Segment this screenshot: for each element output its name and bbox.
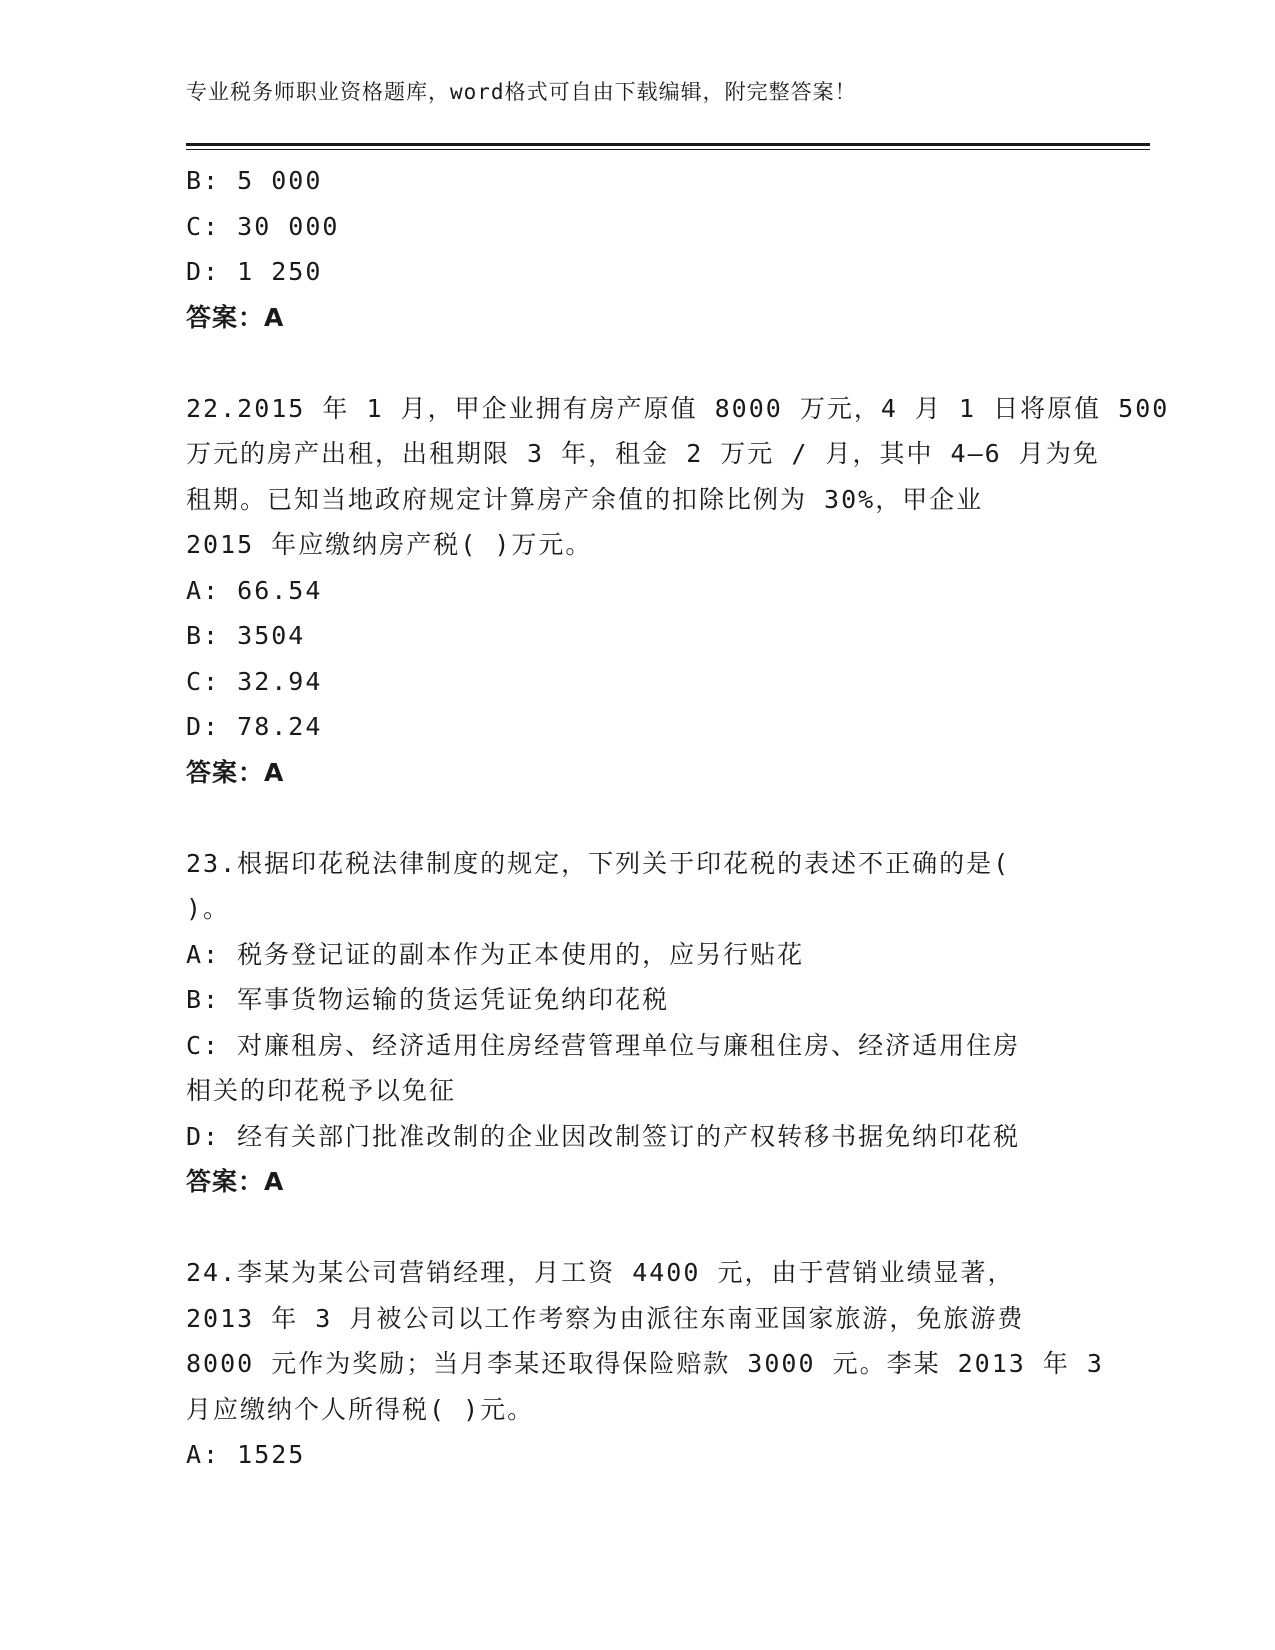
answer-line: 答案：A bbox=[186, 302, 285, 332]
option-b: B: 军事货物运输的货运凭证免纳印花税 bbox=[186, 985, 670, 1014]
question-24 bbox=[186, 1250, 1104, 1478]
header-rule-thick bbox=[186, 143, 1150, 146]
question-stem-line: 23.根据印花税法律制度的规定，下列关于印花税的表述不正确的是( bbox=[186, 848, 1011, 878]
question-stem-line: 22.2015 年 1 月，甲企业拥有房产原值 8000 万元，4 月 1 日将原值 500 bbox=[186, 393, 1170, 423]
option-a: A: 税务登记证的副本作为正本使用的，应另行贴花 bbox=[186, 939, 805, 969]
question-21-tail bbox=[186, 158, 1086, 340]
question-stem-line: )。 bbox=[186, 894, 231, 923]
question-stem-line: 2015 年应缴纳房产税( )万元。 bbox=[186, 530, 593, 559]
question-stem-line: 租期。已知当地政府规定计算房产余值的扣除比例为 30%，甲企业 bbox=[186, 484, 984, 514]
question-content bbox=[186, 158, 1170, 1478]
option-c-line: 相关的印花税予以免征 bbox=[186, 1076, 457, 1105]
option-d: D: 经有关部门批准改制的企业因改制签订的产权转移书据免纳印花税 bbox=[186, 1121, 1021, 1151]
option-c-line: C: 对廉租房、经济适用住房经营管理单位与廉租住房、经济适用住房 bbox=[186, 1030, 1021, 1060]
question-22 bbox=[186, 386, 1170, 796]
question-stem-line: 24.李某为某公司营销经理，月工资 4400 元，由于营销业绩显著， bbox=[186, 1258, 1015, 1287]
header-rule-thin bbox=[186, 149, 1150, 150]
option-c: C: 32.94 bbox=[186, 666, 323, 696]
option-a: A: 1525 bbox=[186, 1440, 306, 1469]
option-b: B: 3504 bbox=[186, 621, 306, 650]
spacer bbox=[186, 340, 1086, 386]
option-b: B: 5 000 bbox=[186, 166, 323, 195]
option-d: D: 78.24 bbox=[186, 712, 323, 741]
spacer bbox=[186, 795, 1086, 841]
question-23 bbox=[186, 841, 1086, 1205]
option-a: A: 66.54 bbox=[186, 575, 323, 605]
question-stem-line: 8000 元作为奖励；当月李某还取得保险赔款 3000 元。李某 2013 年 3 bbox=[186, 1349, 1104, 1378]
question-stem-line: 月应缴纳个人所得税( )元。 bbox=[186, 1394, 535, 1424]
question-stem-line: 2013 年 3 月被公司以工作考察为由派往东南亚国家旅游，免旅游费 bbox=[186, 1303, 1025, 1333]
option-d: D: 1 250 bbox=[186, 257, 323, 286]
answer-line: 答案：A bbox=[186, 1167, 285, 1196]
page-header: 专业税务师职业资格题库，word格式可自由下载编辑，附完整答案！ bbox=[186, 80, 857, 104]
question-stem-line: 万元的房产出租，出租期限 3 年，租金 2 万元 / 月，其中 4—6 月为免 bbox=[186, 439, 1100, 468]
answer-line: 答案：A bbox=[186, 757, 285, 787]
option-c: C: 30 000 bbox=[186, 211, 340, 241]
spacer bbox=[186, 1205, 1086, 1251]
